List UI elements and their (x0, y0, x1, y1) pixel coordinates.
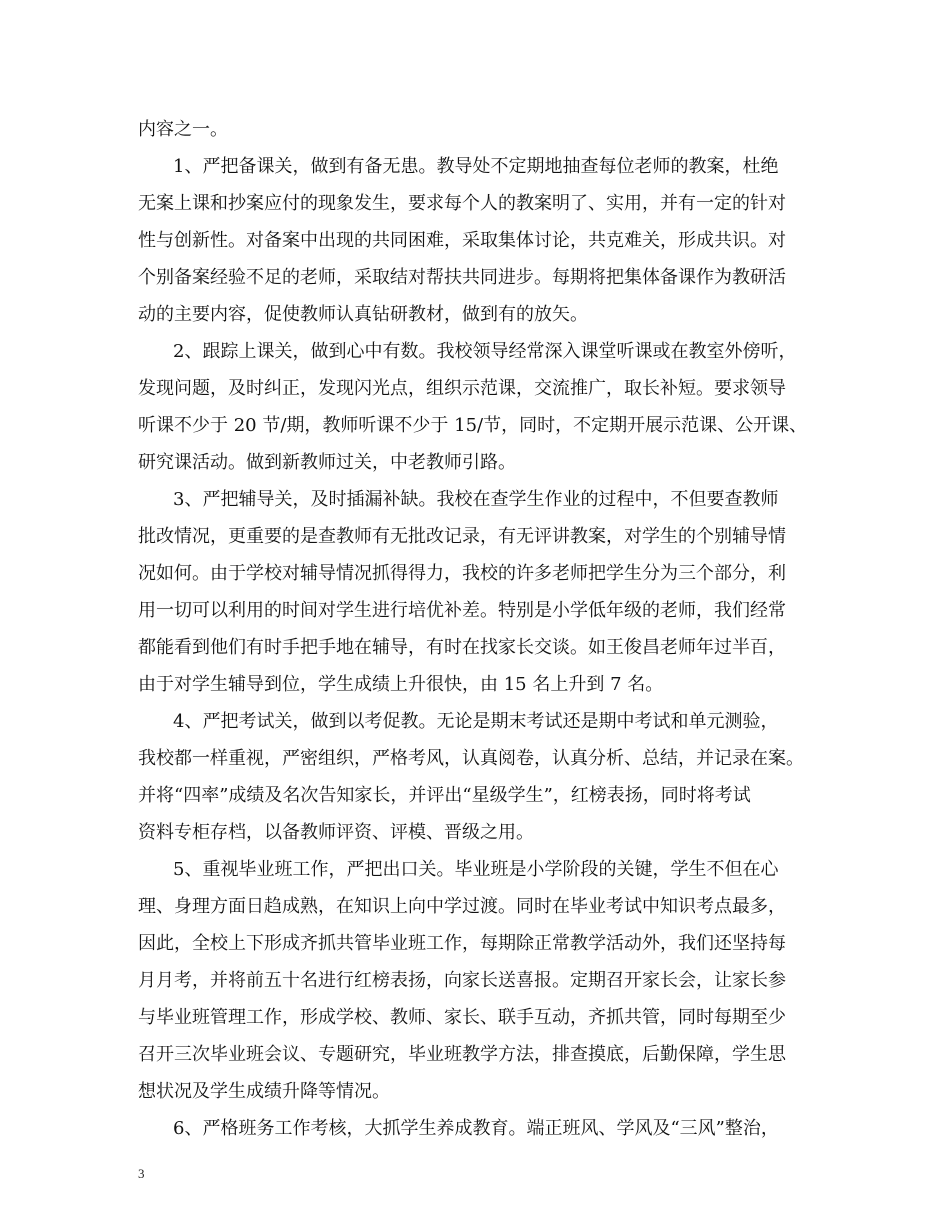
text-line: 无案上课和抄案应付的现象发生，要求每个人的教案明了、实用，并有一定的针对 (138, 193, 786, 214)
text-line: 发现问题，及时纠正，发现闪光点，组织示范课，交流推广，取长补短。要求领导 (138, 378, 786, 399)
paragraph-1-start: 1、严把备课关，做到有备无患。教导处不定期地抽查每位老师的教案，杜绝 (173, 156, 779, 177)
paragraph-6-start: 6、严格班务工作考核，大抓学生养成教育。端正班风、学风及“三风”整治， (173, 1118, 779, 1139)
text-line: 资料专柜存档，以备教师评资、评模、晋级之用。 (138, 822, 534, 843)
text-line: 想状况及学生成绩升降等情况。 (138, 1081, 390, 1102)
paragraph-4-start: 4、严把考试关，做到以考促教。无论是期末考试还是期中考试和单元测验， (173, 711, 779, 732)
text-line: 听课不少于 20 节/期，教师听课不少于 15/节，同时，不定期开展示范课、公开课、 (138, 415, 808, 436)
text-line: 动的主要内容，促使教师认真钻研教材，做到有的放矢。 (138, 304, 588, 325)
text-line: 由于对学生辅导到位，学生成绩上升很快，由 15 名上升到 7 名。 (138, 674, 664, 695)
text-line: 用一切可以利用的时间对学生进行培优补差。特别是小学低年级的老师，我们经常 (138, 600, 786, 621)
text-line: 召开三次毕业班会议、专题研究，毕业班教学方法，排查摸底，后勤保障，学生思 (138, 1044, 786, 1065)
text-line: 内容之一。 (138, 119, 228, 140)
paragraph-2-start: 2、跟踪上课关，做到心中有数。我校领导经常深入课堂听课或在教室外傍听， (173, 341, 797, 362)
paragraph-3-start: 3、严把辅导关，及时插漏补缺。我校在查学生作业的过程中，不但要查教师 (173, 489, 779, 510)
text-line: 性与创新性。对备案中出现的共同困难，采取集体讨论，共克难关，形成共识。对 (138, 230, 786, 251)
text-line: 个别备案经验不足的老师，采取结对帮扶共同进步。每期将把集体备课作为教研活 (138, 267, 786, 288)
text-line: 理、身理方面日趋成熟，在知识上向中学过渡。同时在毕业考试中知识考点最多， (138, 896, 786, 917)
text-line: 与毕业班管理工作，形成学校、教师、家长、联手互动，齐抓共管，同时每期至少 (138, 1007, 786, 1028)
text-line: 我校都一样重视，严密组织，严格考风，认真阅卷，认真分析、总结，并记录在案。 (138, 748, 804, 769)
text-line: 批改情况，更重要的是查教师有无批改记录，有无评讲教案，对学生的个别辅导情 (138, 526, 786, 547)
text-line: 研究课活动。做到新教师过关，中老教师引路。 (138, 452, 516, 473)
text-line: 都能看到他们有时手把手地在辅导，有时在找家长交谈。如王俊昌老师年过半百， (138, 637, 786, 658)
text-line: 并将“四率”成绩及名次告知家长，并评出“星级学生”，红榜表扬，同时将考试 (138, 785, 751, 806)
text-line: 月月考，并将前五十名进行红榜表扬，向家长送喜报。定期召开家长会，让家长参 (138, 970, 786, 991)
paragraph-5-start: 5、重视毕业班工作，严把出口关。毕业班是小学阶段的关键，学生不但在心 (173, 859, 779, 880)
text-line: 况如何。由于学校对辅导情况抓得得力，我校的许多老师把学生分为三个部分，利 (138, 563, 786, 584)
page-number: 3 (138, 1166, 145, 1181)
text-line: 因此，全校上下形成齐抓共管毕业班工作，每期除正常教学活动外，我们还坚持每 (138, 933, 786, 954)
